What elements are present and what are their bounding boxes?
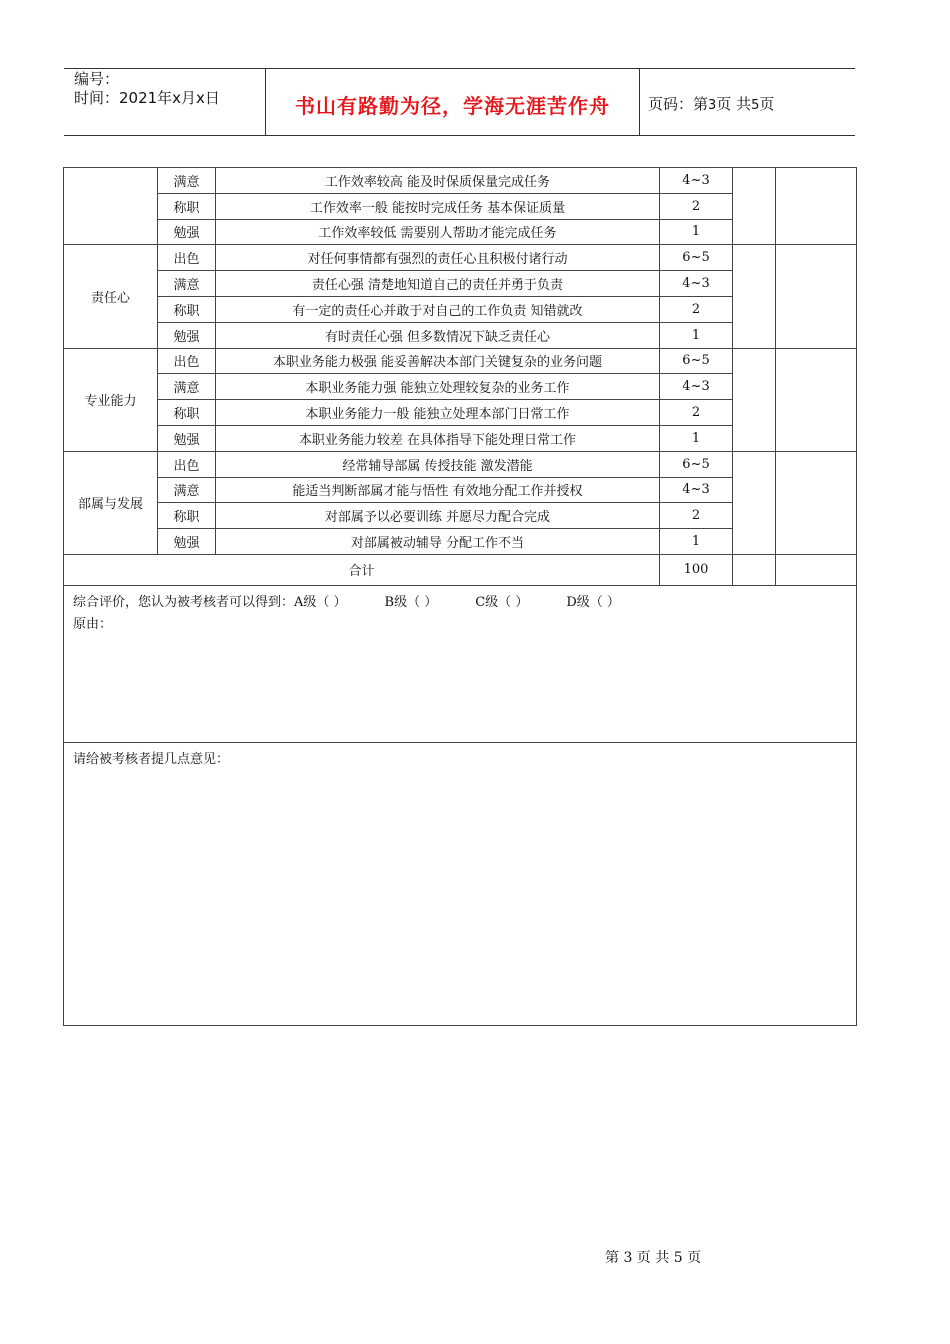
score-range-cell: 1 bbox=[660, 322, 733, 348]
description-cell: 能适当判断部属才能与悟性 有效地分配工作并授权 bbox=[216, 477, 660, 503]
rating-row bbox=[64, 168, 857, 194]
description-cell: 有时责任心强 但多数情况下缺乏责任心 bbox=[216, 322, 660, 348]
total-extra-cell-1[interactable] bbox=[733, 554, 776, 585]
score-range-cell: 1 bbox=[660, 529, 733, 555]
level-cell: 满意 bbox=[158, 271, 216, 297]
level-cell: 出色 bbox=[158, 451, 216, 477]
score-range-cell: 4~3 bbox=[660, 374, 733, 400]
advice-prompt: 请给被考核者提几点意见： bbox=[73, 751, 230, 767]
grade-b-option[interactable]: B级（ ） bbox=[384, 594, 438, 610]
rating-row bbox=[64, 451, 857, 477]
score-range-cell: 2 bbox=[660, 400, 733, 426]
score-range-cell: 4~3 bbox=[660, 477, 733, 503]
header-top-rule bbox=[64, 68, 855, 69]
grade-c-option[interactable]: C级（ ） bbox=[475, 594, 529, 610]
reviewer-score-cell[interactable] bbox=[776, 348, 857, 451]
total-row bbox=[64, 554, 857, 585]
description-cell: 本职业务能力较差 在具体指导下能处理日常工作 bbox=[216, 425, 660, 451]
score-range-cell: 4~3 bbox=[660, 168, 733, 194]
level-cell: 勉强 bbox=[158, 219, 216, 245]
page-current: 3 bbox=[708, 98, 717, 113]
advice-cell[interactable] bbox=[64, 742, 857, 1025]
description-cell: 经常辅导部属 传授技能 激发潜能 bbox=[216, 451, 660, 477]
score-range-cell: 1 bbox=[660, 219, 733, 245]
header-divider-right bbox=[639, 68, 640, 135]
reviewer-score-cell[interactable] bbox=[776, 245, 857, 348]
self-score-cell[interactable] bbox=[733, 168, 776, 245]
self-score-cell[interactable] bbox=[733, 245, 776, 348]
level-cell: 勉强 bbox=[158, 425, 216, 451]
footer-page-number: 第 3 页 共 5 页 bbox=[605, 1250, 702, 1266]
rating-row bbox=[64, 245, 857, 271]
reviewer-score-cell[interactable] bbox=[776, 451, 857, 554]
level-cell: 称职 bbox=[158, 296, 216, 322]
description-cell: 本职业务能力强 能独立处理较复杂的业务工作 bbox=[216, 374, 660, 400]
summary-row bbox=[64, 585, 857, 742]
grade-d-option[interactable]: D级（ ） bbox=[566, 594, 620, 610]
level-cell: 勉强 bbox=[158, 322, 216, 348]
score-range-cell: 6~5 bbox=[660, 245, 733, 271]
description-cell: 本职业务能力一般 能独立处理本部门日常工作 bbox=[216, 400, 660, 426]
total-score: 100 bbox=[660, 554, 733, 585]
total-label: 合计 bbox=[64, 554, 660, 585]
category-cell: 专业能力 bbox=[64, 348, 158, 451]
grade-a-option[interactable]: A级（ ） bbox=[294, 594, 347, 610]
reason-label: 原由： bbox=[73, 616, 113, 632]
summary-content bbox=[64, 586, 856, 636]
description-cell: 对部属被动辅导 分配工作不当 bbox=[216, 529, 660, 555]
description-cell: 工作效率较低 需要别人帮助才能完成任务 bbox=[216, 219, 660, 245]
category-cell bbox=[64, 168, 158, 245]
level-cell: 满意 bbox=[158, 168, 216, 194]
total-extra-cell-2[interactable] bbox=[776, 554, 857, 585]
description-cell: 本职业务能力极强 能妥善解决本部门关键复杂的业务问题 bbox=[216, 348, 660, 374]
level-cell: 满意 bbox=[158, 477, 216, 503]
score-range-cell: 2 bbox=[660, 296, 733, 322]
header-bottom-rule bbox=[64, 135, 855, 136]
header-page-info bbox=[648, 93, 774, 114]
score-range-cell: 6~5 bbox=[660, 348, 733, 374]
evaluation-table bbox=[63, 167, 857, 1026]
advice-row bbox=[64, 742, 857, 1025]
score-range-cell: 4~3 bbox=[660, 271, 733, 297]
level-cell: 称职 bbox=[158, 400, 216, 426]
reviewer-score-cell[interactable] bbox=[776, 168, 857, 245]
header-motto: 书山有路勤为径，学海无涯苦作舟 bbox=[295, 94, 610, 118]
level-cell: 出色 bbox=[158, 245, 216, 271]
summary-cell[interactable] bbox=[64, 585, 857, 742]
self-score-cell[interactable] bbox=[733, 451, 776, 554]
document-time-label: 时间：2021年x月x日 bbox=[74, 89, 220, 107]
self-score-cell[interactable] bbox=[733, 348, 776, 451]
description-cell: 工作效率较高 能及时保质保量完成任务 bbox=[216, 168, 660, 194]
score-range-cell: 1 bbox=[660, 425, 733, 451]
score-range-cell: 6~5 bbox=[660, 451, 733, 477]
document-number-label: 编号： bbox=[74, 70, 120, 88]
description-cell: 有一定的责任心并敢于对自己的工作负责 知错就改 bbox=[216, 296, 660, 322]
level-cell: 满意 bbox=[158, 374, 216, 400]
category-cell: 责任心 bbox=[64, 245, 158, 348]
header-meta bbox=[74, 70, 220, 108]
description-cell: 责任心强 清楚地知道自己的责任并勇于负责 bbox=[216, 271, 660, 297]
level-cell: 称职 bbox=[158, 193, 216, 219]
description-cell: 工作效率一般 能按时完成任务 基本保证质量 bbox=[216, 193, 660, 219]
summary-prompt: 综合评价，您认为被考核者可以得到： bbox=[73, 594, 295, 610]
description-cell: 对任何事情都有强烈的责任心且积极付诸行动 bbox=[216, 245, 660, 271]
category-cell: 部属与发展 bbox=[64, 451, 158, 554]
level-cell: 出色 bbox=[158, 348, 216, 374]
page-prefix: 页码：第 bbox=[648, 95, 709, 113]
page-suffix: 页 bbox=[759, 95, 775, 113]
page-total: 5 bbox=[751, 98, 760, 113]
evaluation-table-body bbox=[64, 168, 857, 555]
level-cell: 勉强 bbox=[158, 529, 216, 555]
page-mid: 页 共 bbox=[716, 95, 752, 113]
rating-row bbox=[64, 348, 857, 374]
summary-grade-line bbox=[73, 592, 856, 614]
level-cell: 称职 bbox=[158, 503, 216, 529]
score-range-cell: 2 bbox=[660, 503, 733, 529]
description-cell: 对部属予以必要训练 并愿尽力配合完成 bbox=[216, 503, 660, 529]
score-range-cell: 2 bbox=[660, 193, 733, 219]
